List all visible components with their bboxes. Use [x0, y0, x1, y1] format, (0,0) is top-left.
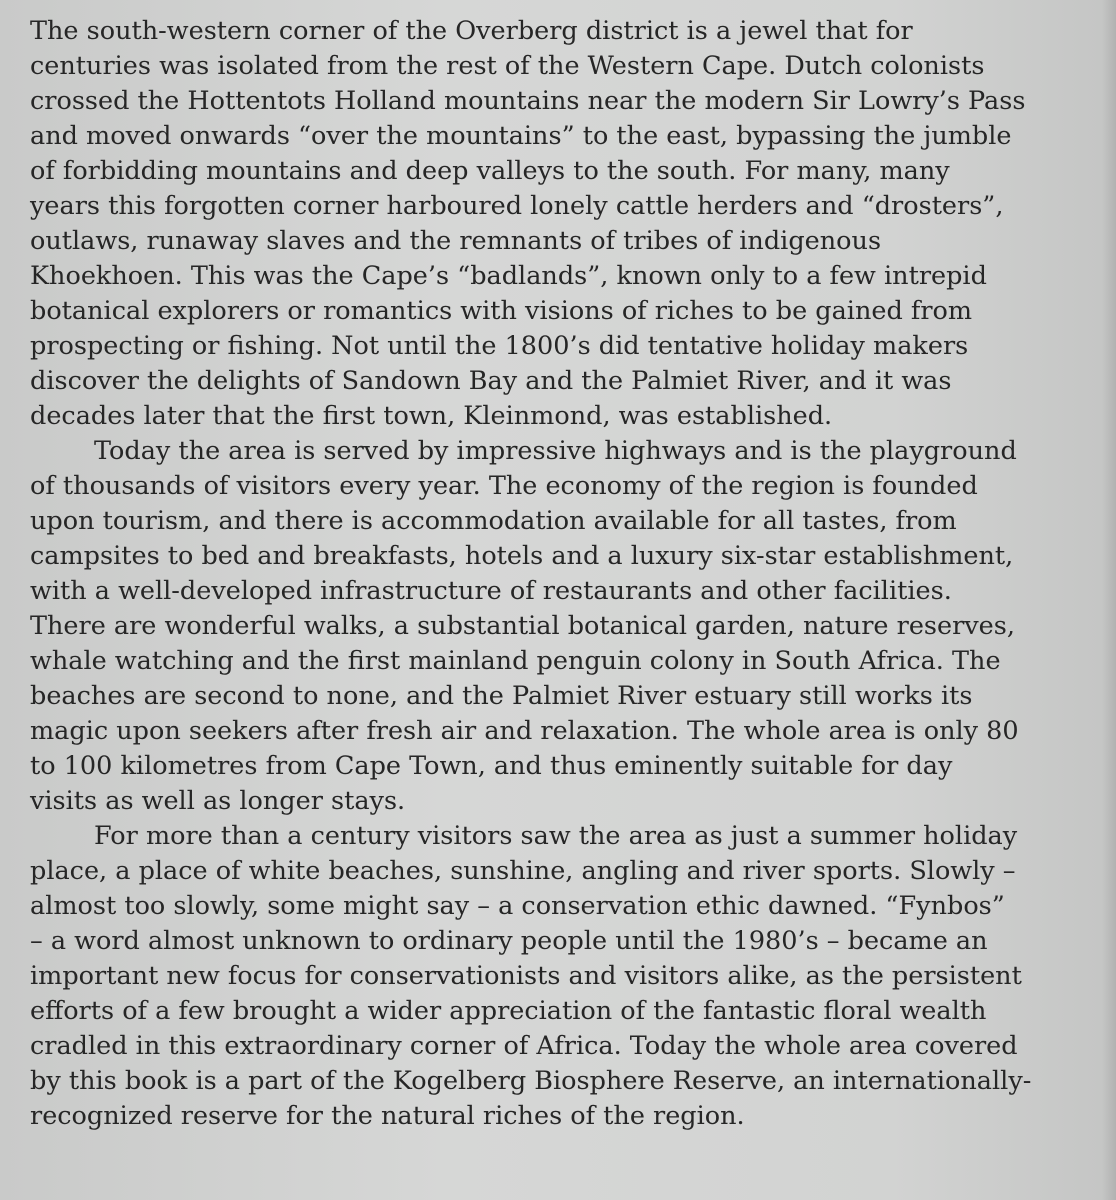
text-line: place, a place of white beaches, sunshine, angling and river sports. Slowly – — [30, 856, 1016, 886]
text-line: efforts of a few brought a wider appreciation of the fantastic floral wealth — [30, 996, 987, 1026]
text-line: centuries was isolated from the rest of the Western Cape. Dutch colonists — [30, 51, 985, 81]
text-line: botanical explorers or romantics with visions of riches to be gained from — [30, 296, 973, 326]
text-line: almost too slowly, some might say – a conservation ethic dawned. “Fynbos” — [30, 891, 1005, 921]
text-line: crossed the Hottentots Holland mountains near the modern Sir Lowry’s Pass — [30, 86, 1026, 116]
text-line: and moved onwards “over the mountains” to the east, bypassing the jumble — [30, 121, 1012, 151]
text-line: outlaws, runaway slaves and the remnants of tribes of indigenous — [30, 226, 882, 256]
text-line: of thousands of visitors every year. The economy of the region is founded — [30, 471, 978, 501]
text-line: years this forgotten corner harboured lonely cattle herders and “drosters”, — [30, 191, 1004, 221]
page-edge-shadow — [1102, 0, 1116, 1200]
text-line: For more than a century visitors saw the area as just a summer holiday — [94, 821, 1018, 851]
text-line: The south-western corner of the Overberg district is a jewel that for — [30, 16, 913, 46]
text-line: – a word almost unknown to ordinary people until the 1980’s – became an — [30, 926, 988, 956]
text-line: Khoekhoen. This was the Cape’s “badlands”, known only to a few intrepid — [30, 261, 987, 291]
text-line: magic upon seekers after fresh air and relaxation. The whole area is only 80 — [30, 716, 1019, 746]
text-line: cradled in this extraordinary corner of Africa. Today the whole area covered — [30, 1031, 1018, 1061]
text-line: to 100 kilometres from Cape Town, and thus eminently suitable for day — [30, 751, 953, 781]
text-line: campsites to bed and breakfasts, hotels and a luxury six-star establishment, — [30, 541, 1014, 571]
text-line: There are wonderful walks, a substantial botanical garden, nature reserves, — [30, 611, 1015, 641]
text-line: important new focus for conservationists and visitors alike, as the persistent — [30, 961, 1022, 991]
body-text — [30, 14, 1090, 1134]
text-line: with a well-developed infrastructure of restaurants and other facilities. — [30, 576, 952, 606]
text-line: upon tourism, and there is accommodation available for all tastes, from — [30, 506, 957, 536]
text-line: discover the delights of Sandown Bay and the Palmiet River, and it was — [30, 366, 952, 396]
text-line: prospecting or fishing. Not until the 1800’s did tentative holiday makers — [30, 331, 969, 361]
text-line: decades later that the first town, Kleinmond, was established. — [30, 401, 833, 431]
text-line: by this book is a part of the Kogelberg Biosphere Reserve, an internationally- — [30, 1066, 1032, 1096]
text-line: whale watching and the first mainland penguin colony in South Africa. The — [30, 646, 1001, 676]
text-line: recognized reserve for the natural riches of the region. — [30, 1101, 745, 1131]
text-line: beaches are second to none, and the Palmiet River estuary still works its — [30, 681, 973, 711]
text-line: of forbidding mountains and deep valleys to the south. For many, many — [30, 156, 950, 186]
text-line: Today the area is served by impressive highways and is the playground — [94, 436, 1017, 466]
text-line: visits as well as longer stays. — [30, 786, 406, 816]
